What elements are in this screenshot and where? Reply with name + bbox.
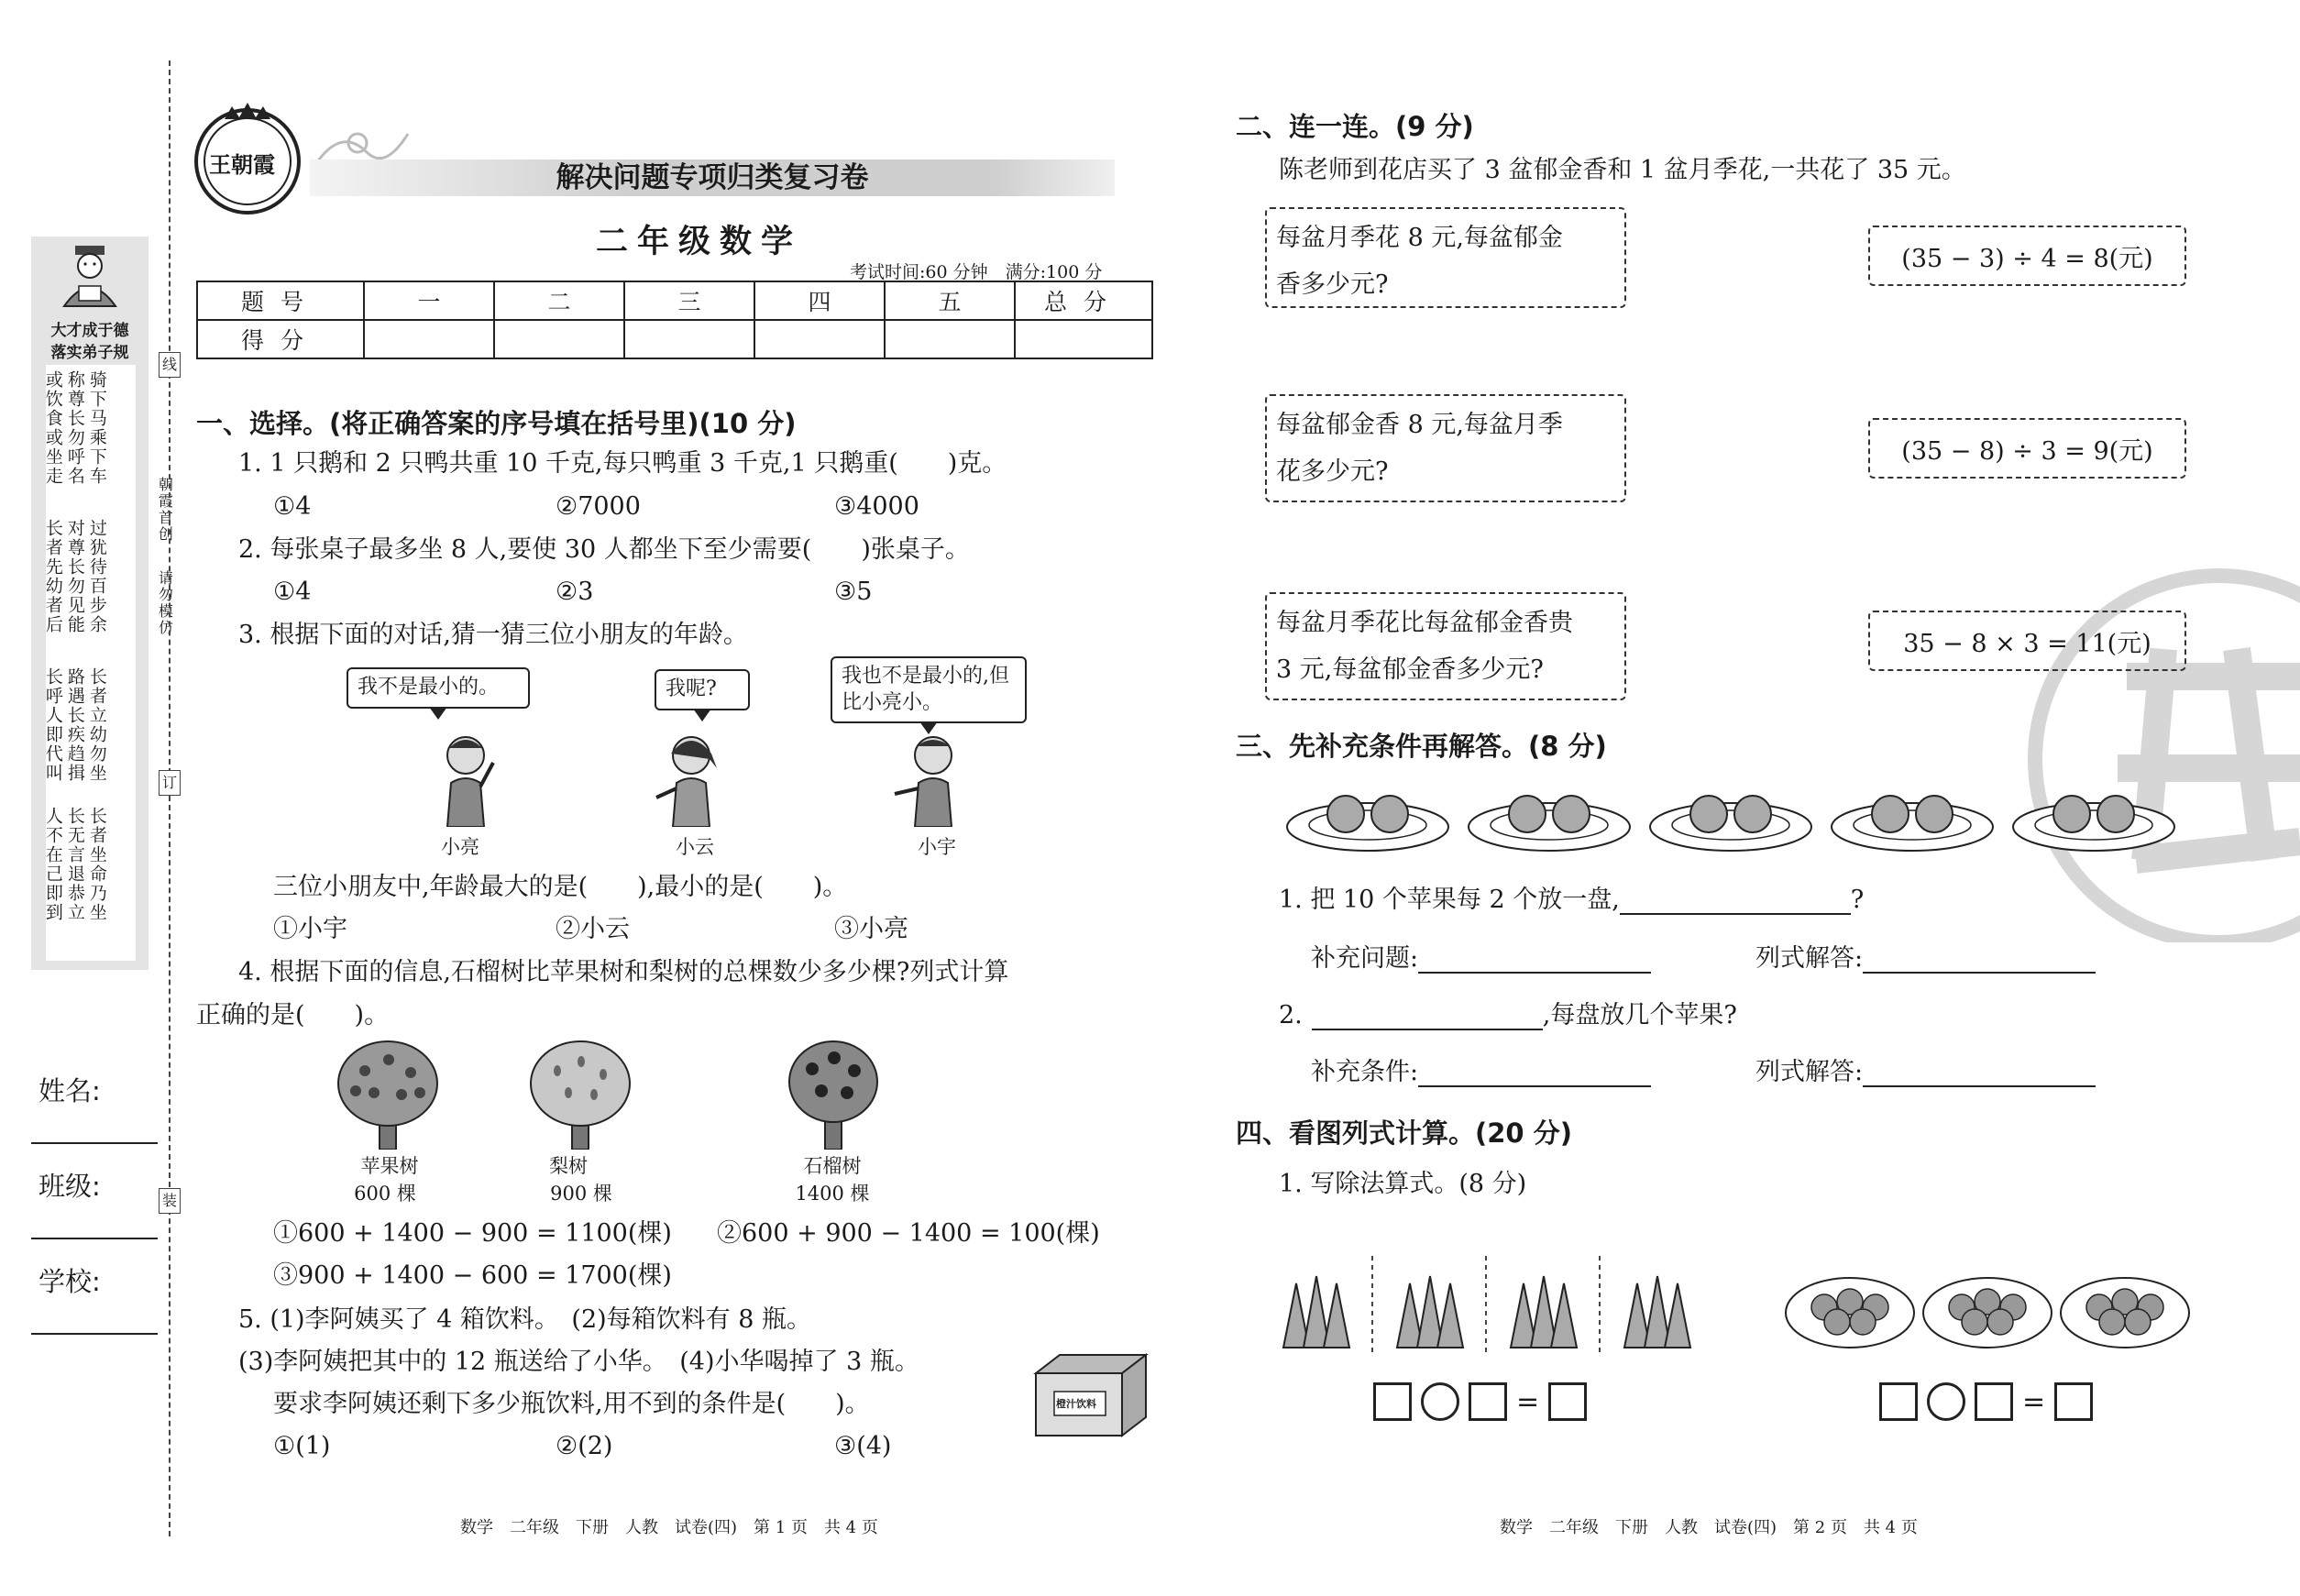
- connect-equation-3[interactable]: 35 − 8 × 3 = 11(元): [1868, 611, 2186, 671]
- q4-opt-b[interactable]: ②600 + 900 − 1400 = 100(棵): [717, 1219, 1100, 1248]
- connect-equation-1[interactable]: (35 − 3) ÷ 4 = 8(元): [1868, 226, 2186, 286]
- score-table: [196, 281, 1153, 359]
- tree-name-apple: 苹果树: [360, 1155, 419, 1177]
- motto-2: 落实弟子规: [50, 344, 129, 362]
- q3-ask: 三位小朋友中,年龄最大的是( ),最小的是( )。: [273, 873, 848, 901]
- q5-line3: 要求李阿姨还剩下多少瓶饮料,用不到的条件是( )。: [273, 1390, 870, 1418]
- division-equation-1: [1373, 1382, 1587, 1421]
- apple-tree-icon: [334, 1038, 442, 1150]
- q4-text: 4. 根据下面的信息,石榴树比苹果树和梨树的总棵数少多少棵?列式计算: [238, 958, 1009, 986]
- sec3-q2-text: ,每盘放几个苹果?: [1542, 1001, 1737, 1029]
- pear-tree-icon: [526, 1038, 634, 1150]
- class-label: 班级:: [39, 1171, 101, 1202]
- q4-opt-a[interactable]: ①600 + 1400 − 900 = 1100(棵): [273, 1219, 672, 1248]
- connect-question-1[interactable]: [1265, 207, 1626, 308]
- score-header-row: [197, 281, 1152, 320]
- sec3-q2-calc-label: 列式解答:: [1755, 1058, 1864, 1086]
- answer-box[interactable]: [1373, 1382, 1412, 1421]
- page-title: 二年级数学: [596, 224, 803, 260]
- sec3-q1-text: 1. 把 10 个苹果每 2 个放一盘,: [1279, 886, 1620, 914]
- bamboo-shoot-group: [1511, 1276, 1577, 1348]
- plate-with-peaches: [2061, 1278, 2189, 1348]
- answer-box[interactable]: [1548, 1382, 1587, 1421]
- verse-col: 过犹待百步余: [86, 519, 107, 634]
- score-cell[interactable]: [885, 320, 1015, 358]
- q5-line1: 5. (1)李阿姨买了 4 箱饮料。 (2)每箱饮料有 8 瓶。: [238, 1305, 812, 1334]
- score-col-label: 题号: [197, 281, 364, 320]
- plate-with-apples: [2013, 796, 2174, 851]
- tree-count-pomegranate: 1400 棵: [795, 1183, 870, 1205]
- connect-equation-2[interactable]: (35 − 8) ÷ 3 = 9(元): [1868, 418, 2186, 479]
- sec3-q2-calc: [1755, 1058, 2096, 1087]
- plate-with-apples: [1650, 796, 1811, 851]
- class-line[interactable]: [31, 1238, 158, 1239]
- motto-1: 大才成于德: [50, 322, 129, 340]
- sec3-q2-cond-blank[interactable]: [1418, 1085, 1651, 1087]
- tree-name-pear: 梨树: [549, 1155, 588, 1177]
- verse-col: 长呼人即代叫: [42, 667, 63, 783]
- equals-sign: =: [2022, 1385, 2046, 1418]
- q3-text: 3. 根据下面的对话,猜一猜三位小朋友的年龄。: [238, 621, 748, 649]
- score-cell[interactable]: [494, 320, 624, 358]
- footer-left: 数学 二年级 下册 人教 试卷(四) 第 1 页 共 4 页: [460, 1518, 878, 1537]
- peach-plates-picture: [1784, 1261, 2191, 1353]
- answer-box[interactable]: [1469, 1382, 1507, 1421]
- sec3-q1-calc-label: 列式解答:: [1755, 944, 1864, 973]
- q2-text: 2. 每张桌子最多坐 8 人,要使 30 人都坐下至少需要( )张桌子。: [238, 535, 970, 564]
- plate-with-peaches: [1923, 1278, 2052, 1348]
- q4-text2: 正确的是( )。: [196, 1001, 390, 1029]
- sec3-q2-num: 2.: [1279, 1001, 1303, 1029]
- sec3-q1-ask-label: 补充问题:: [1311, 944, 1419, 973]
- kid-name-xiaoyun: 小云: [676, 836, 714, 858]
- operator-circle[interactable]: [1927, 1382, 1965, 1421]
- answer-box[interactable]: [1975, 1382, 2013, 1421]
- fold-mark-xian: 线: [159, 352, 181, 378]
- q1-text: 1. 1 只鹅和 2 只鸭共重 10 千克,每只鸭重 3 千克,1 只鹅重( )克。: [238, 449, 1007, 478]
- sec2-title: 二、连一连。(9 分): [1236, 111, 1474, 142]
- score-cell[interactable]: [1015, 320, 1152, 358]
- sec3-q2-ask-cond: [1311, 1058, 1651, 1087]
- sec1-title: 一、选择。(将正确答案的序号填在括号里)(10 分): [196, 408, 797, 439]
- q1-opt-b[interactable]: ②7000: [556, 492, 641, 521]
- sec4-title: 四、看图列式计算。(20 分): [1236, 1117, 1572, 1149]
- bamboo-shoot-group: [1624, 1276, 1690, 1348]
- fold-mark-ding: 订: [159, 770, 181, 796]
- score-row: [197, 320, 1152, 358]
- verse-col: 长无言退恭立: [64, 807, 85, 922]
- connect-q2-line2: 花多少元?: [1276, 457, 1389, 487]
- bubble-xiaoyun: 我呢?: [655, 669, 750, 710]
- connect-question-2[interactable]: [1265, 394, 1626, 502]
- plate-with-apples: [1287, 796, 1448, 851]
- sec3-q1-end: ?: [1850, 886, 1865, 914]
- connect-q2-line1: 每盆郁金香 8 元,每盆月季: [1276, 411, 1563, 439]
- connect-q3-line2: 3 元,每盆郁金香多少元?: [1276, 655, 1544, 685]
- boy-xiaoliang-figure: [429, 732, 502, 827]
- name-line[interactable]: [31, 1142, 158, 1144]
- operator-circle[interactable]: [1421, 1382, 1459, 1421]
- sec3-q2-blank[interactable]: [1312, 1029, 1543, 1030]
- bubble-xiaoliang: 我不是最小的。: [347, 667, 530, 709]
- q3-opt-c[interactable]: ③小亮: [834, 915, 908, 943]
- q2-opt-a[interactable]: ①4: [273, 578, 312, 606]
- score-col-3: 三: [624, 281, 754, 320]
- answer-box[interactable]: [1879, 1382, 1918, 1421]
- girl-xiaoyun-figure: [649, 732, 732, 827]
- verse-col: 称尊长勿呼名: [64, 370, 85, 486]
- q5-opt-b[interactable]: ②(2): [556, 1432, 613, 1460]
- kid-name-xiaoliang: 小亮: [441, 836, 479, 858]
- school-line[interactable]: [31, 1333, 158, 1335]
- plate-with-apples: [1832, 796, 1993, 851]
- exam-info: 考试时间:60 分钟 满分:100 分: [850, 262, 1103, 282]
- bamboo-shoot-group: [1397, 1276, 1463, 1348]
- score-col-5: 五: [885, 281, 1015, 320]
- sec3-q1-calc-blank[interactable]: [1863, 972, 2096, 974]
- plate-with-peaches: [1786, 1278, 1914, 1348]
- verse-col: 人不在己即到: [42, 807, 63, 922]
- scholar-icon: [51, 242, 128, 314]
- bamboo-shoots-picture: [1274, 1256, 1707, 1357]
- drink-box-icon: [1030, 1351, 1151, 1439]
- equals-sign: =: [1516, 1385, 1540, 1418]
- sec3-q1-blank[interactable]: [1620, 913, 1851, 915]
- score-col-4: 四: [754, 281, 885, 320]
- sec3-q1: [1279, 886, 1864, 915]
- sec3-q2-calc-blank[interactable]: [1863, 1085, 2096, 1087]
- score-col-1: 一: [364, 281, 494, 320]
- verse-col: 对尊长勿见能: [64, 519, 85, 634]
- sec3-title: 三、先补充条件再解答。(8 分): [1236, 731, 1607, 762]
- sec2-intro: 陈老师到花店买了 3 盆郁金香和 1 盆月季花,一共花了 35 元。: [1279, 156, 1966, 184]
- q5-opt-a[interactable]: ①(1): [273, 1432, 331, 1460]
- side-note-1: 朝霞首创: [156, 477, 174, 543]
- tree-name-pomegranate: 石榴树: [803, 1155, 862, 1177]
- verse-col: 长者立幼勿坐: [86, 667, 107, 783]
- score-row-label: 得分: [197, 320, 364, 358]
- plate-with-apples: [1469, 796, 1630, 851]
- q2-opt-b[interactable]: ②3: [556, 578, 594, 606]
- q2-opt-c[interactable]: ③5: [834, 578, 873, 606]
- verse-col: 或饮食或坐走: [42, 370, 63, 486]
- q4-opt-c[interactable]: ③900 + 1400 − 600 = 1700(棵): [273, 1261, 672, 1290]
- pomegranate-tree-icon: [785, 1038, 882, 1150]
- bamboo-shoot-group: [1283, 1276, 1349, 1348]
- q3-opt-a[interactable]: ①小宇: [273, 915, 347, 943]
- verse-col: 长者坐命乃坐: [86, 807, 107, 922]
- q5-opt-c[interactable]: ③(4): [834, 1432, 892, 1460]
- verse-col: 路遇长疾趋揖: [64, 667, 85, 783]
- sec3-q2-cond-label: 补充条件:: [1311, 1058, 1419, 1086]
- sec3-q1-ask-question: [1311, 944, 1651, 974]
- fold-mark-zhuang: 装: [159, 1188, 181, 1214]
- banner-title: 解决问题专项归类复习卷: [556, 161, 869, 194]
- sec4-q1: 1. 写除法算式。(8 分): [1279, 1170, 1527, 1198]
- footer-right: 数学 二年级 下册 人教 试卷(四) 第 2 页 共 4 页: [1500, 1518, 1918, 1537]
- sec3-q2: [1279, 1001, 1737, 1030]
- q5-line2: (3)李阿姨把其中的 12 瓶送给了小华。 (4)小华喝掉了 3 瓶。: [238, 1348, 919, 1376]
- logo-text: 王朝霞: [209, 151, 275, 178]
- name-label: 姓名:: [39, 1075, 101, 1106]
- sec3-q1-calc: [1755, 944, 2096, 974]
- side-note-2: 请勿模仿: [156, 570, 174, 636]
- apple-plates-row: [1282, 781, 2288, 858]
- drink-box-label: 橙汁饮料: [1056, 1398, 1096, 1410]
- sec3-q1-ask-blank[interactable]: [1418, 972, 1651, 974]
- connect-question-3[interactable]: [1265, 592, 1626, 700]
- score-cell[interactable]: [754, 320, 885, 358]
- q1-opt-a[interactable]: ①4: [273, 492, 312, 521]
- kid-name-xiaoyu: 小宇: [918, 836, 956, 858]
- connect-q1-line2: 香多少元?: [1276, 270, 1389, 300]
- score-cell[interactable]: [364, 320, 494, 358]
- q3-opt-b[interactable]: ②小云: [556, 915, 630, 943]
- tree-count-pear: 900 棵: [550, 1183, 612, 1205]
- fold-line: [169, 61, 171, 1536]
- score-col-2: 二: [494, 281, 624, 320]
- connect-q1-line1: 每盆月季花 8 元,每盆郁金: [1276, 224, 1563, 252]
- score-cell[interactable]: [624, 320, 754, 358]
- q1-opt-c[interactable]: ③4000: [834, 492, 919, 521]
- boy-xiaoyu-figure: [887, 732, 970, 827]
- verse-col: 骑下马乘下车: [86, 370, 107, 486]
- connect-q3-line1: 每盆月季花比每盆郁金香贵: [1276, 609, 1573, 637]
- school-label: 学校:: [39, 1266, 101, 1297]
- division-equation-2: [1879, 1382, 2093, 1421]
- answer-box[interactable]: [2054, 1382, 2093, 1421]
- bubble-xiaoyu: 我也不是最小的,但比小亮小。: [831, 656, 1027, 723]
- tree-count-apple: 600 棵: [354, 1183, 416, 1205]
- verse-col: 长者先幼者后: [42, 519, 63, 634]
- score-col-total: 总分: [1015, 281, 1152, 320]
